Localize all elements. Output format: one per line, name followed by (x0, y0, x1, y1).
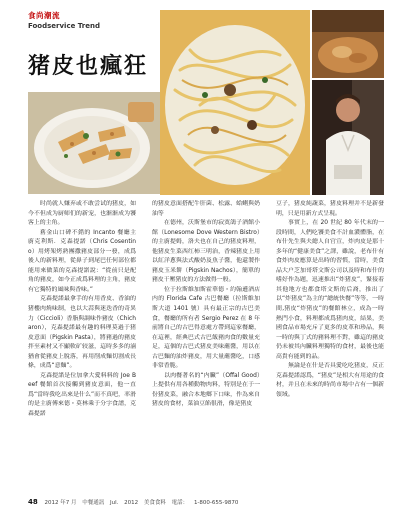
chicharron-plate-image (28, 92, 160, 194)
page-number: 48 (28, 498, 38, 506)
article-column-1 (28, 200, 136, 490)
section-header (28, 10, 178, 30)
paragraph: 在德州，沃斯堡市的寂寞鴿子酒館小館（Lonesome Dove Western Bistro）的主廚提姆，洛夫也在自己的猪皮料理，他猪皮生菜西红柿三明治，香辣猪皮上用以紅洋蔥與法式酸奶及魚子醬，他還製作豬皮玉米餅（Pigskin Nachos），簡單的豬皮干壓猪皮的方法做得一般。 (152, 220, 260, 284)
article-column-2 (152, 200, 260, 490)
footer-phone: 1-800-655-9870 (193, 500, 239, 506)
section-label-zh: 食尚潮流 (28, 11, 60, 20)
article-title: 猪皮也瘋狂 (28, 54, 149, 79)
footer-year: 2012 (124, 500, 139, 506)
footer-date: 2012 年7 月 (44, 500, 77, 506)
paragraph: 克森提諾最拿手的有用香皮、香油的猪樓肉燒味制，也以大蒜與迷迭香的奇異力（Ciccioli）香脂與調味作豬皮（Chicharon），克森提諾最有趣的料理莫過于猪皮意面（Pigskin Pasta），將豬過的豬皮拌至素材又不顯軟矿较滋，這時多多的滷猶會從豬皮上脫落，再用削成麵切割成長條，成爲“意麵”。 (28, 296, 136, 370)
paragraph: 豆子，猪皮純蔬菜，猪皮料理并不是新發明，只是用新方式呈現。 (276, 201, 384, 217)
article-column-3 (276, 200, 384, 490)
section-label-en: Foodservice Trend (28, 22, 100, 30)
chef-photo (312, 80, 384, 195)
paragraph: 事實上，在 20 世紀 80 年代末的一段時間，人們吃饕美食不計血濃體脂，在布什先生與夫總人自官宣，炸肉皮是那十多年的“健康美食”之譯，雖說，老布什有食炸肉皮應算是出時的習慣，當時，美食品大户芝加哥塔文斯公司以及時和布什的嗜好作為題，迅速推出“炸猪皮”，緊接着其他地方也都食塔文斯的后裔，推出了以“炸猪皮”為主的“總統快餐”等等，一時間,猪皮“炸猪皮”的餐館林立，成為一時熱門小食，料理都成爲猪肉皮，結果，美國食品市場充斥了更多的皮革和珍品，與一時的與丁式的豬料理不對，雖這的豬皮仍未被其內臟料理獨特的食材，最後也能高貴有能到的品。 (276, 220, 384, 360)
paragraph: 克森提諾是位加拿大愛料料的 Joe Beef 餐館首次接觸到豬皮意面，他一直爲“當時我吃出來是什么”而不真吧，率滑的是主廚傅來德・莫林乘于分字食譜，克森提諾 (28, 372, 136, 418)
pigskin-pasta-image (160, 10, 310, 195)
paragraph: 舊金山口碑不錯的 Incanto 餐廳主廚克利斯．克森提諾（Chris Cosentino）用烤架烤熟團撒豬皮部分一發，成爲後人的新料理，從鼻子到尾巴任何部位都能用來做菜的克森提諾說：“從前只是配角的豬皮，如今正成爲料理的主角，豬皮有它獨特的風味與香味。” (28, 229, 136, 293)
paragraph: 的猪皮意面搭配牛肝菌、松露、蛤蜊與奶油等 (152, 201, 260, 217)
dish-photo-top (312, 10, 384, 78)
paragraph: 位于拉斯維加斯霍華德・約翰遜酒店内的 Florida Cafe 古巴餐廳（拉斯維加斯大道 1401 號）具有最正宗的古巴美食，餐廳的所有者 Sergio Perez 在 8 年前將自己的古巴得意處方帶到這家餐廳，在這裡，經典巴式古巴飯豬肉食的數量充足，這個的古巴式猪皮美味蘸醬，用以在古巴麵的油炸豬皮，用大量蘸醬吃，口感非常香脆。 (152, 286, 260, 370)
footer-issue: Jul. (110, 500, 119, 506)
article-body (28, 200, 384, 490)
footer-phone-label: 電話： (171, 500, 189, 506)
footer-magazine: 中餐通訊 (82, 500, 105, 506)
paragraph: 时尚就人嫌弃或不敢尝试的猪皮，如今不但成为厨师们的新宠，也渐渐成为饕客上的主角。 (28, 201, 136, 227)
paragraph: 以肉餐著名的“内臟”（Offal Good）上提供有用各種動物肉料，特別是在于一份猪皮菜，融合本地鄉下口味，作為來自猪皮的食材，菜油豆餡很滑，像是猪皮 (152, 372, 260, 408)
footer-subscribe: 美食食料 (143, 500, 166, 506)
paragraph: 無論是在什是否具愛吃吃猪皮，反正克森提諾認爲，“猪皮”是相大有用途的食材，并且在未來的時尚市場中占有一個新領域。 (276, 363, 384, 398)
page-footer (28, 498, 384, 508)
